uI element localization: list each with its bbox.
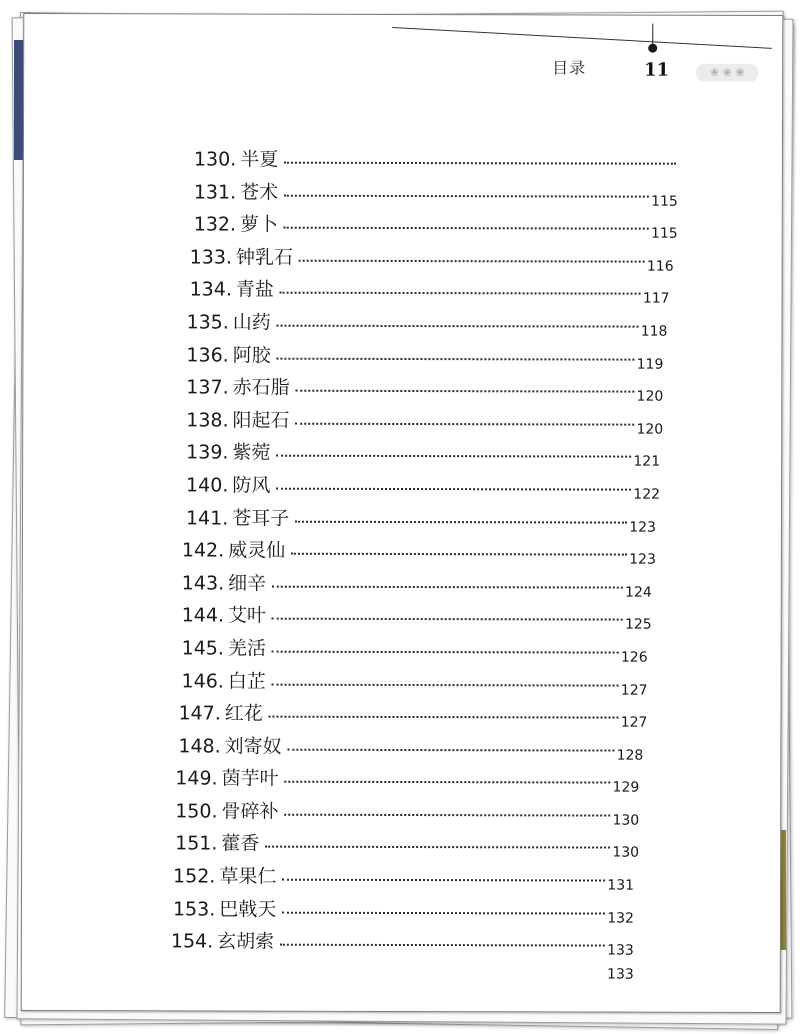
toc-entry: [22, 828, 780, 863]
toc-entry-page: 128: [616, 747, 644, 764]
toc-entry-title: 半夏: [240, 148, 279, 171]
toc-entry: [24, 242, 782, 277]
page-number: 11: [644, 59, 670, 81]
toc-entry-page: 127: [620, 682, 648, 699]
header-rule: [392, 27, 771, 49]
toc-entry-number: 154.: [170, 930, 214, 953]
toc-entry-title: 白芷: [227, 670, 266, 693]
toc-leader-dots: [284, 162, 676, 165]
toc-entry-title: 威灵仙: [228, 539, 286, 562]
toc-entry-title: 防风: [232, 474, 271, 497]
toc-entry-page: 124: [625, 584, 652, 601]
toc-entry-number: 143.: [181, 572, 225, 595]
toc-entry-page: 123: [629, 519, 656, 536]
toc-entry: [23, 437, 781, 472]
toc-entry-title: 细辛: [228, 572, 267, 595]
toc-entry-number: 152.: [173, 865, 216, 888]
toc-leader-dots: [276, 455, 631, 458]
toc-entry-title: 草果仁: [219, 865, 277, 888]
toc-entry-title: 苍耳子: [232, 507, 290, 530]
toc-leader-dots: [299, 260, 645, 263]
toc-entry-title: 羌活: [227, 637, 267, 660]
toc-entry-page: 122: [633, 486, 661, 503]
toc-leader-dots: [269, 716, 619, 719]
toc-entry: [23, 535, 781, 570]
toc-leader-dots: [295, 520, 627, 523]
toc-leader-dots: [277, 325, 639, 328]
toc-entry: [23, 600, 781, 635]
toc-entry-title: 萝卜: [240, 213, 279, 236]
toc-entry-number: 137.: [186, 376, 229, 399]
toc-entry: [23, 633, 781, 668]
toc-spacer: [171, 971, 607, 972]
toc-entry: [23, 340, 781, 375]
toc-leader-dots: [276, 488, 631, 491]
toc-entry: [23, 666, 781, 701]
toc-entry: [24, 274, 782, 309]
toc-leader-dots: [284, 227, 649, 230]
toc-entry-title: 艾叶: [228, 604, 267, 627]
toc-entry-title: 阿胶: [232, 344, 271, 367]
toc-entry-number: 148.: [178, 735, 221, 758]
toc-entry-title: 茵芋叶: [221, 767, 279, 790]
toc-entry-number: 151.: [175, 832, 218, 855]
toc-entry-page: 118: [640, 323, 668, 340]
toc-entry-page: 115: [650, 225, 678, 242]
toc-entry-title: 赤石脂: [232, 376, 290, 399]
toc-leader-dots: [288, 748, 615, 751]
toc-leader-dots: [280, 944, 605, 947]
toc-entry-title: 紫菀: [232, 441, 271, 464]
toc-entry-number: 150.: [175, 800, 218, 823]
toc-leader-dots: [277, 357, 635, 360]
toc-leader-dots: [291, 553, 627, 556]
toc-entry: [24, 209, 782, 244]
toc-entry-page: 121: [633, 453, 661, 471]
toc-entry: [23, 470, 781, 505]
toc-entry-page: 116: [646, 258, 674, 275]
toc-entry-page: 130: [612, 845, 640, 862]
toc-entry: [22, 796, 780, 831]
toc-entry-page: 120: [636, 421, 664, 438]
toc-entry-page: 133: [607, 942, 634, 959]
toc-leader-dots: [272, 618, 623, 621]
toc-entry-title: 刘寄奴: [224, 735, 282, 758]
toc-entry: [24, 144, 782, 179]
toc-entry-page: 123: [629, 551, 656, 568]
toc-entry: [22, 698, 780, 733]
toc-entry: [23, 405, 781, 440]
toc-leader-dots: [272, 585, 623, 588]
toc-entry-number: 134.: [189, 278, 232, 301]
toc-entry-page: 133: [607, 966, 634, 983]
header-ornament-icon: ❀ ❀ ❀: [696, 64, 758, 82]
toc-entry-page: 130: [612, 812, 640, 829]
toc-entry-number: 147.: [178, 702, 221, 725]
toc-leader-dots: [280, 292, 641, 295]
toc-entry-title: 藿香: [221, 832, 260, 856]
toc-entry-number: 145.: [181, 637, 224, 660]
toc-entry-page: 131: [607, 877, 635, 894]
toc-entry-number: 146.: [181, 669, 224, 693]
toc-entry-number: 142.: [181, 539, 225, 562]
toc-leader-dots: [284, 194, 649, 197]
toc-entry-page: 120: [636, 388, 664, 405]
running-head: 目录: [552, 58, 587, 78]
toc-entry-title: 阳起石: [232, 409, 290, 432]
toc-entry-number: 140.: [186, 474, 229, 497]
toc-entry: [22, 731, 780, 766]
toc-entry: [23, 307, 781, 342]
toc-entry-title: 红花: [224, 702, 263, 725]
toc-entry-number: 135.: [186, 311, 229, 334]
toc-entry-number: 141.: [185, 506, 229, 530]
toc-leader-dots: [285, 814, 611, 817]
toc-entry-page: 125: [624, 616, 652, 633]
toc-entry-number: 138.: [186, 409, 229, 432]
toc-entry: [22, 926, 780, 961]
toc-entry-number: 131.: [193, 181, 237, 204]
toc-entry-page: 115: [651, 193, 678, 210]
toc-entry: [23, 568, 781, 603]
toc-entry-number: 133.: [189, 246, 233, 269]
toc-entry-number: 132.: [193, 213, 237, 236]
toc-entry-title: 巴戟天: [219, 898, 277, 921]
toc-entry-page: 129: [612, 779, 640, 796]
toc-entry-title: 钟乳石: [235, 246, 294, 269]
toc-entry-number: 153.: [172, 898, 216, 921]
toc-leader-dots: [296, 390, 635, 393]
toc-entry-number: 130.: [193, 148, 237, 171]
document-page: [21, 13, 784, 1013]
toc-entry-page: 119: [636, 356, 664, 373]
toc-leader-dots: [265, 846, 610, 849]
header-dot-icon: [648, 44, 657, 53]
toc-entry-number: 149.: [175, 767, 218, 790]
toc-entry: [22, 894, 780, 929]
toc-entry-title: 苍术: [240, 181, 279, 204]
toc-entry: [23, 503, 781, 538]
toc-entry-number: 139.: [186, 441, 229, 464]
toc-entry-page: 127: [620, 714, 648, 731]
toc-entry: [22, 861, 780, 896]
toc-entry: [24, 177, 782, 212]
toc-entry-page: 126: [620, 649, 648, 666]
table-of-contents: [22, 144, 782, 993]
toc-leader-dots: [285, 781, 611, 784]
toc-entry-title: 山药: [232, 311, 271, 334]
toc-entry-number: 144.: [181, 604, 225, 627]
toc-entry: [22, 959, 780, 994]
toc-entry-number: 136.: [186, 343, 229, 367]
toc-entry-title: 青盐: [235, 278, 274, 302]
toc-leader-dots: [272, 651, 619, 654]
toc-entry-title: 玄胡索: [217, 930, 275, 953]
toc-leader-dots: [282, 911, 605, 914]
toc-leader-dots: [272, 683, 619, 686]
toc-entry: [22, 763, 780, 798]
toc-entry: [23, 372, 781, 407]
toc-entry-page: 117: [642, 291, 670, 308]
toc-entry-page: 132: [607, 910, 634, 927]
toc-leader-dots: [282, 879, 605, 882]
toc-leader-dots: [296, 422, 635, 425]
toc-entry-title: 骨碎补: [221, 800, 279, 823]
